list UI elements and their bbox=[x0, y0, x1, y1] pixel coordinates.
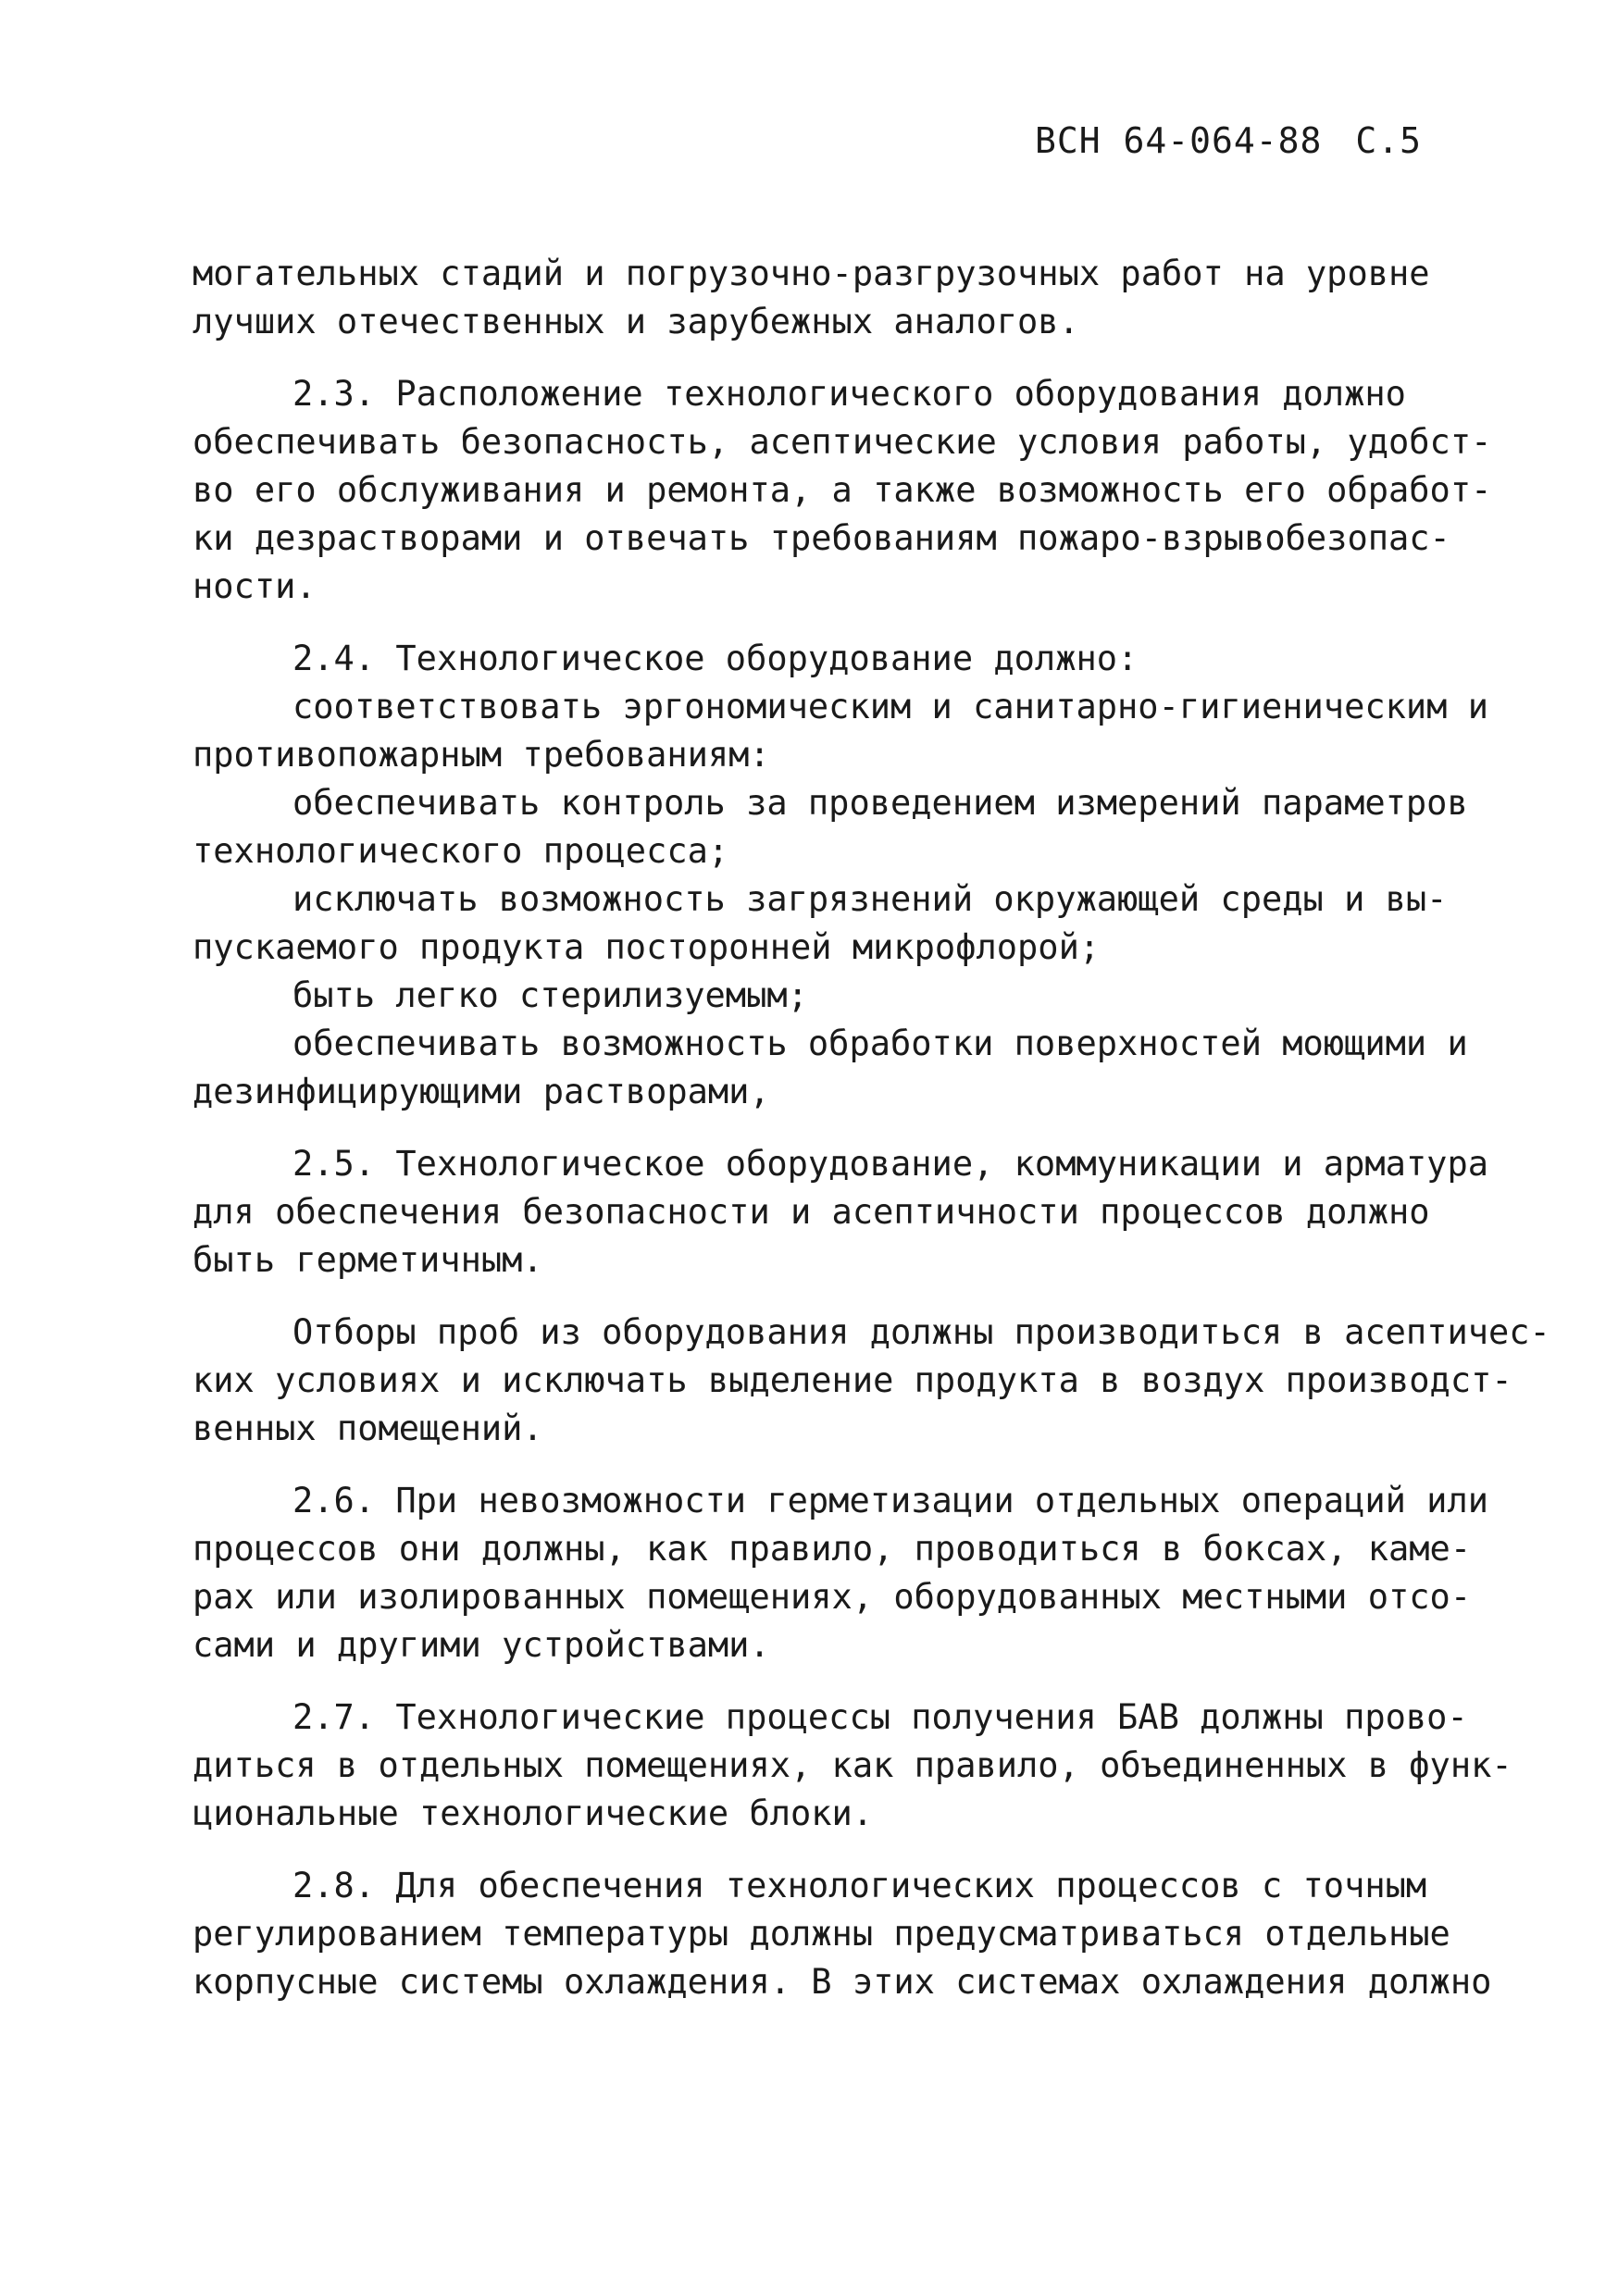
text-line: ности. bbox=[193, 566, 317, 606]
text-line: 2.4. Технологическое оборудование должно: bbox=[292, 639, 1139, 678]
text-line: соответствовать эргономическим и санитарно-гигиеническим и bbox=[292, 687, 1489, 726]
text-line: 2.7. Технологические процессы получения БАВ должны прово- bbox=[292, 1697, 1468, 1737]
document-body bbox=[193, 250, 1550, 2006]
paragraph bbox=[193, 370, 1492, 611]
text-line: исключать возможность загрязнений окружающей среды и вы- bbox=[292, 879, 1448, 919]
text-line: 2.6. При невозможности герметизации отдельных операций или bbox=[292, 1481, 1489, 1520]
text-line: технологического процесса; bbox=[193, 831, 729, 871]
text-line: венных помещений. bbox=[193, 1409, 543, 1448]
paragraph bbox=[193, 779, 1488, 875]
paragraph bbox=[193, 972, 1488, 1020]
text-line: ких условиях и исключать выделение продукта в воздух производст- bbox=[193, 1360, 1512, 1400]
document-code: ВСН 64-064-88 bbox=[1034, 120, 1323, 161]
paragraph bbox=[193, 1694, 1512, 1838]
paragraph bbox=[193, 635, 1488, 683]
paragraph-gap bbox=[193, 1285, 1488, 1309]
text-line: сами и другими устройствами. bbox=[193, 1625, 770, 1665]
text-line: для обеспечения безопасности и асептичности процессов должно bbox=[193, 1192, 1430, 1232]
text-line: лучших отечественных и зарубежных аналогов. bbox=[193, 302, 1079, 341]
text-line: 2.3. Расположение технологического оборудования должно bbox=[292, 374, 1406, 414]
text-line: обеспечивать безопасность, асептические условия работы, удобст- bbox=[193, 422, 1492, 462]
paragraph-gap bbox=[193, 1838, 1488, 1862]
paragraph bbox=[193, 1309, 1550, 1453]
text-line: регулированием температуры должны предусматриваться отдельные bbox=[193, 1914, 1450, 1954]
paragraph-gap bbox=[193, 1669, 1488, 1694]
paragraph bbox=[193, 683, 1488, 779]
text-line: дезинфицирующими растворами, bbox=[193, 1072, 770, 1111]
text-line: корпусные системы охлаждения. В этих системах охлаждения должно bbox=[193, 1962, 1492, 2002]
paragraph-gap bbox=[193, 346, 1488, 370]
text-line: пускаемого продукта посторонней микрофлорой; bbox=[193, 927, 1101, 967]
text-line: 2.8. Для обеспечения технологических процессов с точным bbox=[292, 1866, 1427, 1905]
page-number: С.5 bbox=[1355, 120, 1422, 161]
paragraph bbox=[193, 1477, 1488, 1669]
paragraph-gap bbox=[193, 1453, 1488, 1477]
paragraph bbox=[193, 1140, 1488, 1285]
page-header bbox=[1035, 120, 1422, 161]
text-line: обеспечивать возможность обработки поверхностей моющими и bbox=[292, 1024, 1468, 1063]
text-line: процессов они должны, как правило, проводиться в боксах, каме- bbox=[193, 1529, 1472, 1569]
paragraph bbox=[193, 875, 1488, 972]
text-line: могательных стадий и погрузочно-разгрузочных работ на уровне bbox=[193, 254, 1430, 293]
text-line: рах или изолированных помещениях, оборудованных местными отсо- bbox=[193, 1577, 1472, 1617]
paragraph bbox=[193, 250, 1488, 346]
text-line: диться в отдельных помещениях, как правило, объединенных в функ- bbox=[193, 1745, 1512, 1785]
paragraph bbox=[193, 1020, 1488, 1116]
paragraph-gap bbox=[193, 611, 1488, 635]
text-line: ки дезрастворами и отвечать требованиям пожаро-взрывобезопас- bbox=[193, 518, 1450, 558]
text-line: во его обслуживания и ремонта, а также возможность его обработ- bbox=[193, 470, 1492, 510]
text-line: быть герметичным. bbox=[193, 1240, 543, 1280]
text-line: Отборы проб из оборудования должны производиться в асептичес- bbox=[292, 1312, 1550, 1352]
text-line: циональные технологические блоки. bbox=[193, 1793, 874, 1833]
paragraph bbox=[193, 1862, 1492, 2006]
text-line: обеспечивать контроль за проведением измерений параметров bbox=[292, 783, 1468, 823]
text-line: 2.5. Технологическое оборудование, коммуникации и арматура bbox=[292, 1144, 1489, 1184]
text-line: противопожарным требованиям: bbox=[193, 735, 770, 775]
text-line: быть легко стерилизуемым; bbox=[292, 975, 808, 1015]
paragraph-gap bbox=[193, 1116, 1488, 1140]
